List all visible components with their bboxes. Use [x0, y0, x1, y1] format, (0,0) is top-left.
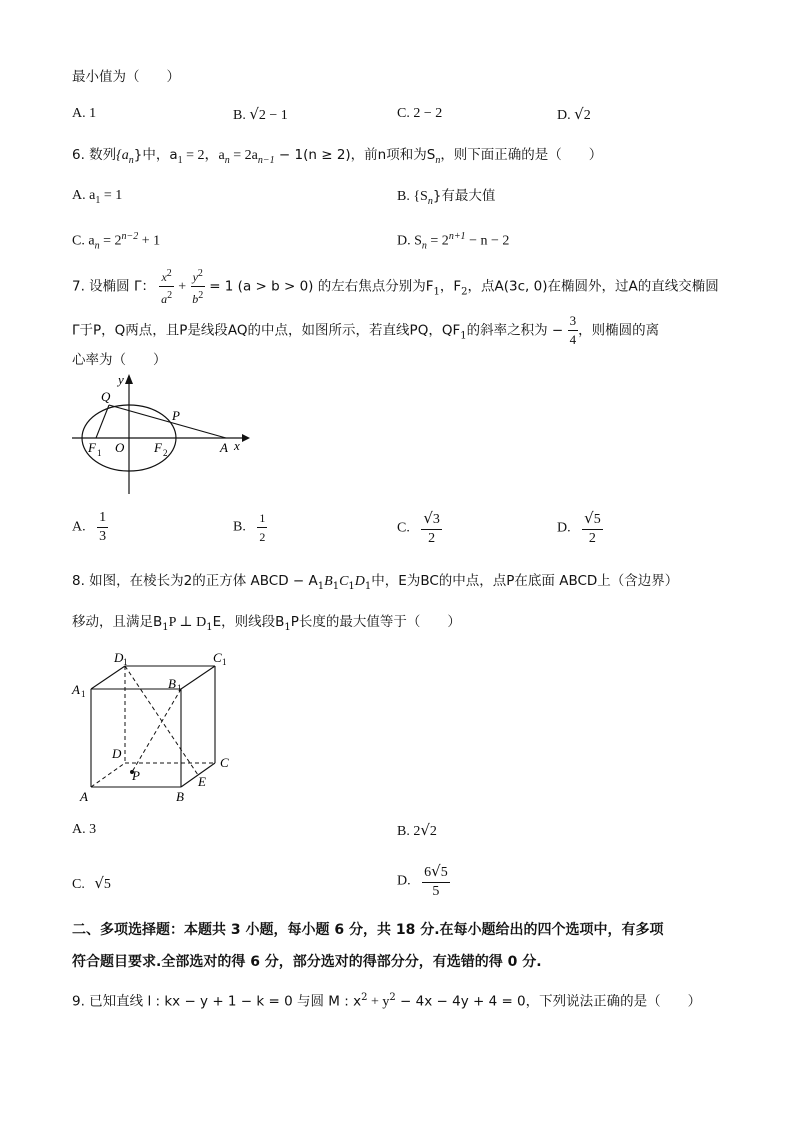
q7-stem-line1: 7. 设椭圆 Γ： $\frac{x^2}{a^2}$ + $\frac{y^2}{b^2}$ = 1 (a > b > 0) 的左右焦点分别为$F_1$，$F_2$，点A(3c, 0)在椭圆外，过A的直线交椭圆: [72, 265, 719, 308]
label-y: y: [118, 372, 124, 387]
label-A1: A: [72, 682, 80, 697]
segment-D1E: [125, 666, 198, 775]
q8-stem-line2: 移动，且满足$B_1P$ ⊥ $D_1E$，则线段$B_1P$长度的最大值等于（ ）: [72, 614, 461, 633]
svg-text:1: 1: [177, 683, 182, 693]
q7-option-d: D. $\frac{√5}{2}$: [557, 509, 601, 546]
q7-option-b: B. $\frac{1}{2}$: [233, 511, 266, 544]
q5-stem-tail: 最小值为（ ）: [72, 69, 180, 85]
section-heading-line2: 符合题目要求.全部选对的得 6 分，部分选对的得部分分，有选错的得 0 分.: [72, 954, 542, 970]
segment-B1P: [132, 689, 181, 772]
q5-option-c: C. 2 − 2: [397, 106, 443, 121]
svg-text:1: 1: [123, 657, 128, 667]
q7-option-a: A. $\frac{1}{3}$: [72, 510, 107, 544]
label-D: D: [112, 746, 122, 761]
q5-option-d-value: 2: [583, 108, 591, 123]
q6-option-d: D. $S_n = 2^{n+1} - n - 2$: [397, 231, 510, 252]
label-E: E: [198, 774, 206, 789]
label-F1-sub: 1: [97, 448, 102, 458]
q5-option-b: B. √2 − 1: [233, 105, 288, 123]
q6-option-a: A. $a_1 = 1$: [72, 188, 123, 206]
label-F2-sub: 2: [163, 448, 168, 458]
q7-stem-line3: 心率为（ ）: [72, 352, 167, 368]
label-A: A: [220, 440, 228, 455]
q8-option-c: C. √5: [72, 874, 111, 892]
line-AQ: [109, 405, 226, 438]
x-axis-arrow-icon: [242, 434, 250, 442]
label-C1: C: [213, 650, 222, 665]
label-A: A: [80, 789, 88, 804]
label-P: P: [132, 768, 140, 783]
label-B: B: [176, 789, 184, 804]
q6-option-b: B. $\{S_n\}$有最大值: [397, 188, 496, 207]
label-x: x: [234, 438, 240, 453]
q6-option-c: C. $a_n = 2^{n-2} + 1$: [72, 231, 161, 252]
q8-option-d: D. $\frac{6√5}{5}$: [397, 862, 448, 899]
line-QF1: [96, 405, 109, 438]
label-D1: D: [114, 650, 124, 665]
q5-option-a: A. 1: [72, 106, 97, 121]
label-F1: F: [88, 440, 96, 455]
section-heading-line1: 二、多项选择题：本题共 3 小题，每小题 6 分，共 18 分.在每小题给出的四个选项中，有多项: [72, 922, 664, 938]
label-O: O: [115, 440, 125, 455]
y-axis-arrow-icon: [125, 374, 133, 384]
q8-option-b: B. 2√2: [397, 821, 437, 839]
q5-option-d: D. √2: [557, 105, 591, 123]
q7-ellipse-figure: [68, 368, 258, 498]
q7-stem-line2: Γ于P，Q两点，且P是线段AQ的中点，如图所示，若直线PQ，$QF_1$的斜率之积为 − $\frac{3}{4}$ ，则椭圆的离: [72, 313, 660, 347]
q9-stem: 9. 已知直线 l : kx − y + 1 − k = 0 与圆 M : $x^2 + y^2 - 4x - 4y + 4 = 0$，下列说法正确的是（ ）: [72, 992, 702, 1010]
label-P: P: [172, 408, 180, 423]
q7-option-c: C. $\frac{√3}{2}$: [397, 509, 440, 546]
q8-cube-figure: [70, 644, 245, 809]
q5-option-c-value: 2 − 2: [413, 106, 443, 121]
svg-text:1: 1: [81, 689, 86, 699]
label-B1: B: [168, 676, 176, 691]
q5-option-b-value: 2 − 1: [258, 108, 288, 123]
label-F2: F: [154, 440, 162, 455]
svg-text:1: 1: [222, 657, 227, 667]
label-Q: Q: [101, 389, 111, 404]
label-C: C: [220, 755, 229, 770]
q8-stem-line1: 8. 如图，在棱长为2的正方体 ABCD − $A_1B_1C_1D_1$中，E为BC的中点，点P在底面 ABCD上（含边界）: [72, 573, 679, 592]
q6-stem: 6. 数列$\{a_n\}$中，$a_1 = 2$，$a_n = 2a_{n-1} - 1(n \ge 2)$，前n项和为$S_n$，则下面正确的是（ ）: [72, 147, 603, 166]
q8-option-a: A. 3: [72, 822, 97, 837]
